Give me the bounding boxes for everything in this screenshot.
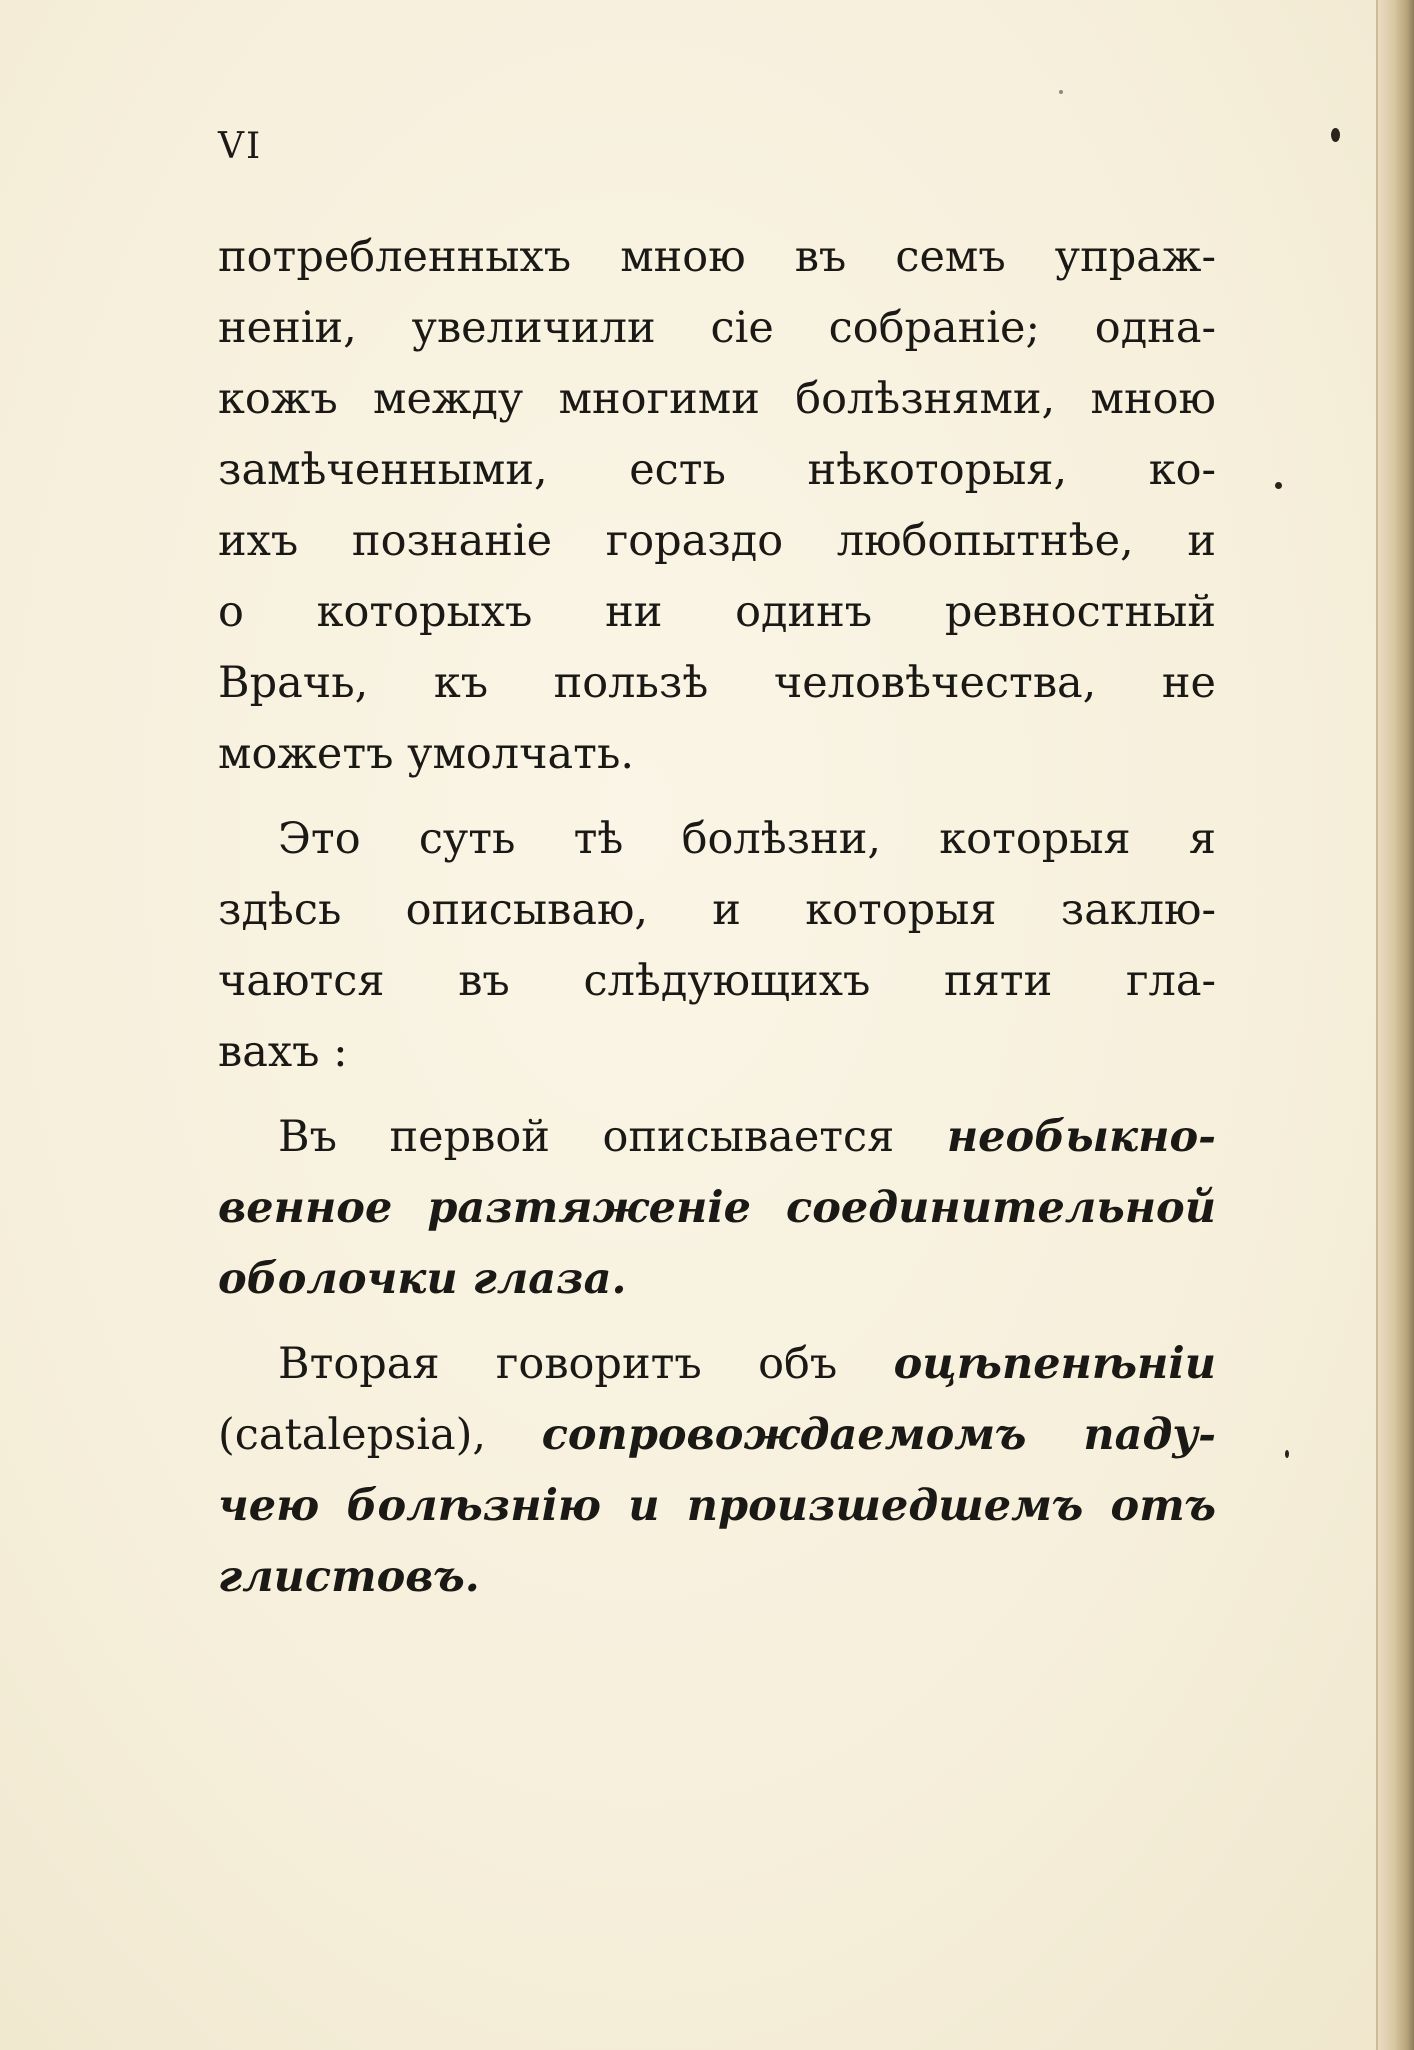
- ink-spot: [1331, 128, 1340, 142]
- text-line: [218, 1102, 1216, 1173]
- text-line: [218, 1542, 1216, 1613]
- text-line: вахъ :: [218, 1027, 348, 1077]
- text-line: Врачь, къ пользѣ человѣчества, не: [218, 658, 1216, 708]
- text-line: Это суть тѣ болѣзни, которыя я: [278, 814, 1216, 864]
- italic-text: венное разтяженіе соединительной: [218, 1183, 1216, 1233]
- paragraph: [218, 222, 1216, 790]
- italic-text: чею болѣзнію и произшедшемъ отъ: [218, 1481, 1216, 1531]
- text-line: кожъ между многими болѣзнями, мною: [218, 374, 1216, 424]
- text-line: [218, 1329, 1216, 1400]
- text-line: ихъ познаніе гораздо любопытнѣе, и: [218, 516, 1216, 566]
- text-line: чаются въ слѣдующихъ пяти гла-: [218, 956, 1216, 1006]
- page-number: VI: [218, 126, 263, 167]
- text-line: [218, 1244, 1216, 1315]
- text-line: можетъ умолчать.: [218, 729, 635, 779]
- text-line: о которыхъ ни одинъ ревностный: [218, 587, 1216, 637]
- paragraph: [218, 804, 1216, 1088]
- ink-spot: [1275, 482, 1282, 489]
- plain-text: Вторая говоритъ объ: [278, 1339, 894, 1389]
- text-line: замѣченными, есть нѣкоторыя, ко-: [218, 445, 1216, 495]
- text-line: здѣсь описываю, и которыя заклю-: [218, 885, 1216, 935]
- ink-spot: [1059, 90, 1063, 94]
- paragraph: [218, 1329, 1216, 1613]
- italic-text: необыкно-: [946, 1112, 1216, 1162]
- italic-text: оболочки глаза.: [218, 1254, 627, 1304]
- plain-text: Въ первой описывается: [278, 1112, 947, 1162]
- body-text: [218, 222, 1216, 1613]
- plain-text: (catalepsia),: [218, 1410, 542, 1460]
- paragraph: [218, 1102, 1216, 1315]
- italic-text: глистовъ.: [218, 1552, 480, 1602]
- ink-spot: [1285, 1450, 1289, 1458]
- text-line: [218, 1471, 1216, 1542]
- italic-text: сопровождаемомъ паду-: [541, 1410, 1216, 1460]
- text-line: [218, 1400, 1216, 1471]
- text-line: неніи, увеличили сіе собраніе; одна-: [218, 303, 1216, 353]
- italic-text: оцѣпенѣніи: [893, 1339, 1216, 1389]
- text-line: потребленныхъ мною въ семъ упраж-: [218, 232, 1216, 282]
- page-edge-shadow: [1378, 0, 1414, 2050]
- text-line: [218, 1173, 1216, 1244]
